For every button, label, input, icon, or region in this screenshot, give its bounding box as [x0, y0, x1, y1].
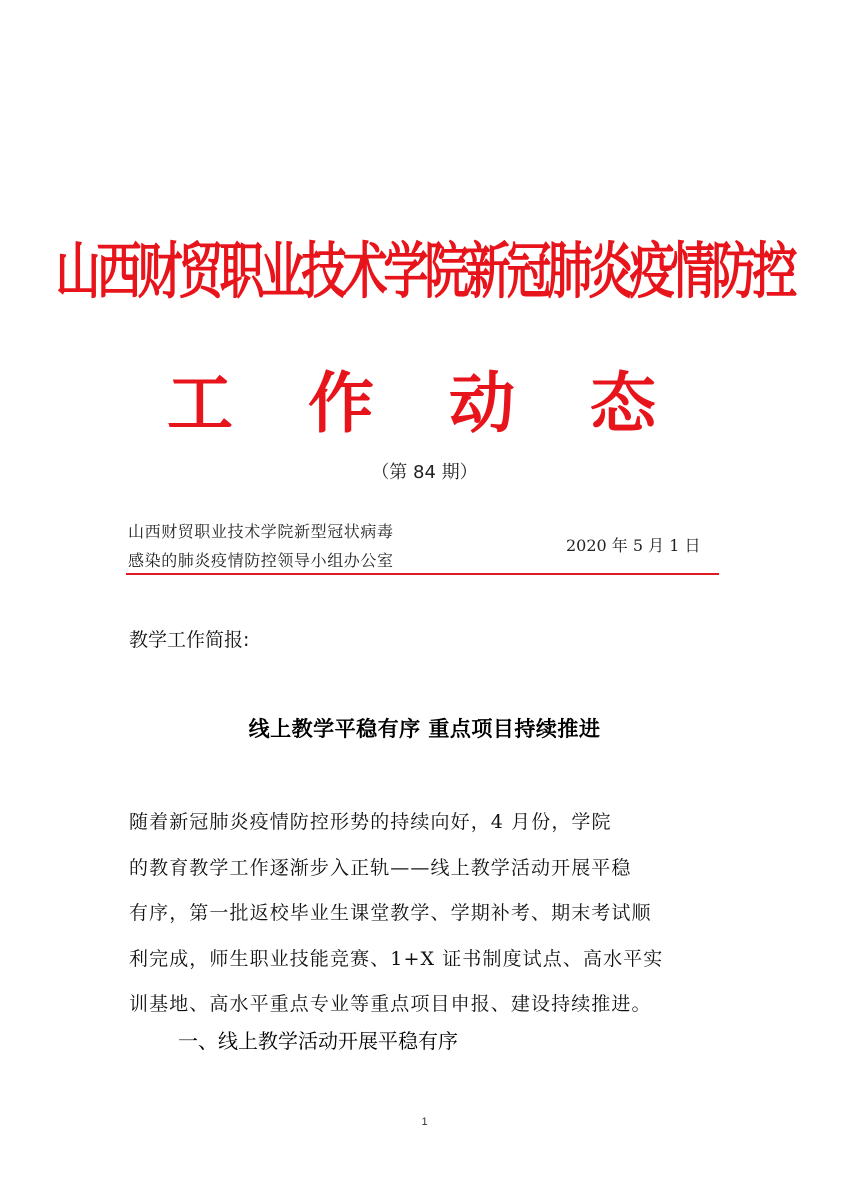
body-paragraph [129, 800, 721, 1028]
bulletin-title: 工 作 动 态 [167, 364, 682, 442]
paragraph-line: 训基地、高水平重点专业等重点项目申报、建设持续推进。 [129, 993, 652, 1015]
section-heading-1: 一、线上教学活动开展平稳有序 [178, 1029, 458, 1053]
article-title: 线上教学平稳有序 重点项目持续推进 [248, 717, 601, 741]
paragraph-line: 利完成，师生职业技能竞赛、1+X 证书制度试点、高水平实 [129, 947, 664, 970]
issuing-office-line-2: 感染的肺炎疫情防控领导小组办公室 [128, 551, 394, 570]
issue-date: 2020 年 5 月 1 日 [566, 536, 701, 555]
issuing-office [128, 517, 394, 575]
page-number: 1 [421, 1116, 428, 1128]
issue-number: （第 84 期） [371, 462, 478, 483]
paragraph-line: 的教育教学工作逐渐步入正轨——线上教学活动开展平稳 [129, 856, 632, 879]
section-label: 教学工作简报: [129, 629, 250, 651]
paragraph-line: 有序，第一批返校毕业生课堂教学、学期补考、期末考试顺 [129, 902, 652, 924]
paragraph-line: 随着新冠肺炎疫情防控形势的持续向好，4 月份，学院 [129, 811, 612, 833]
red-divider-rule [126, 573, 719, 575]
masthead-title: 山西财贸职业技术学院新冠肺炎疫情防控 [55, 235, 794, 308]
issuing-office-line-1: 山西财贸职业技术学院新型冠状病毒 [128, 522, 394, 541]
